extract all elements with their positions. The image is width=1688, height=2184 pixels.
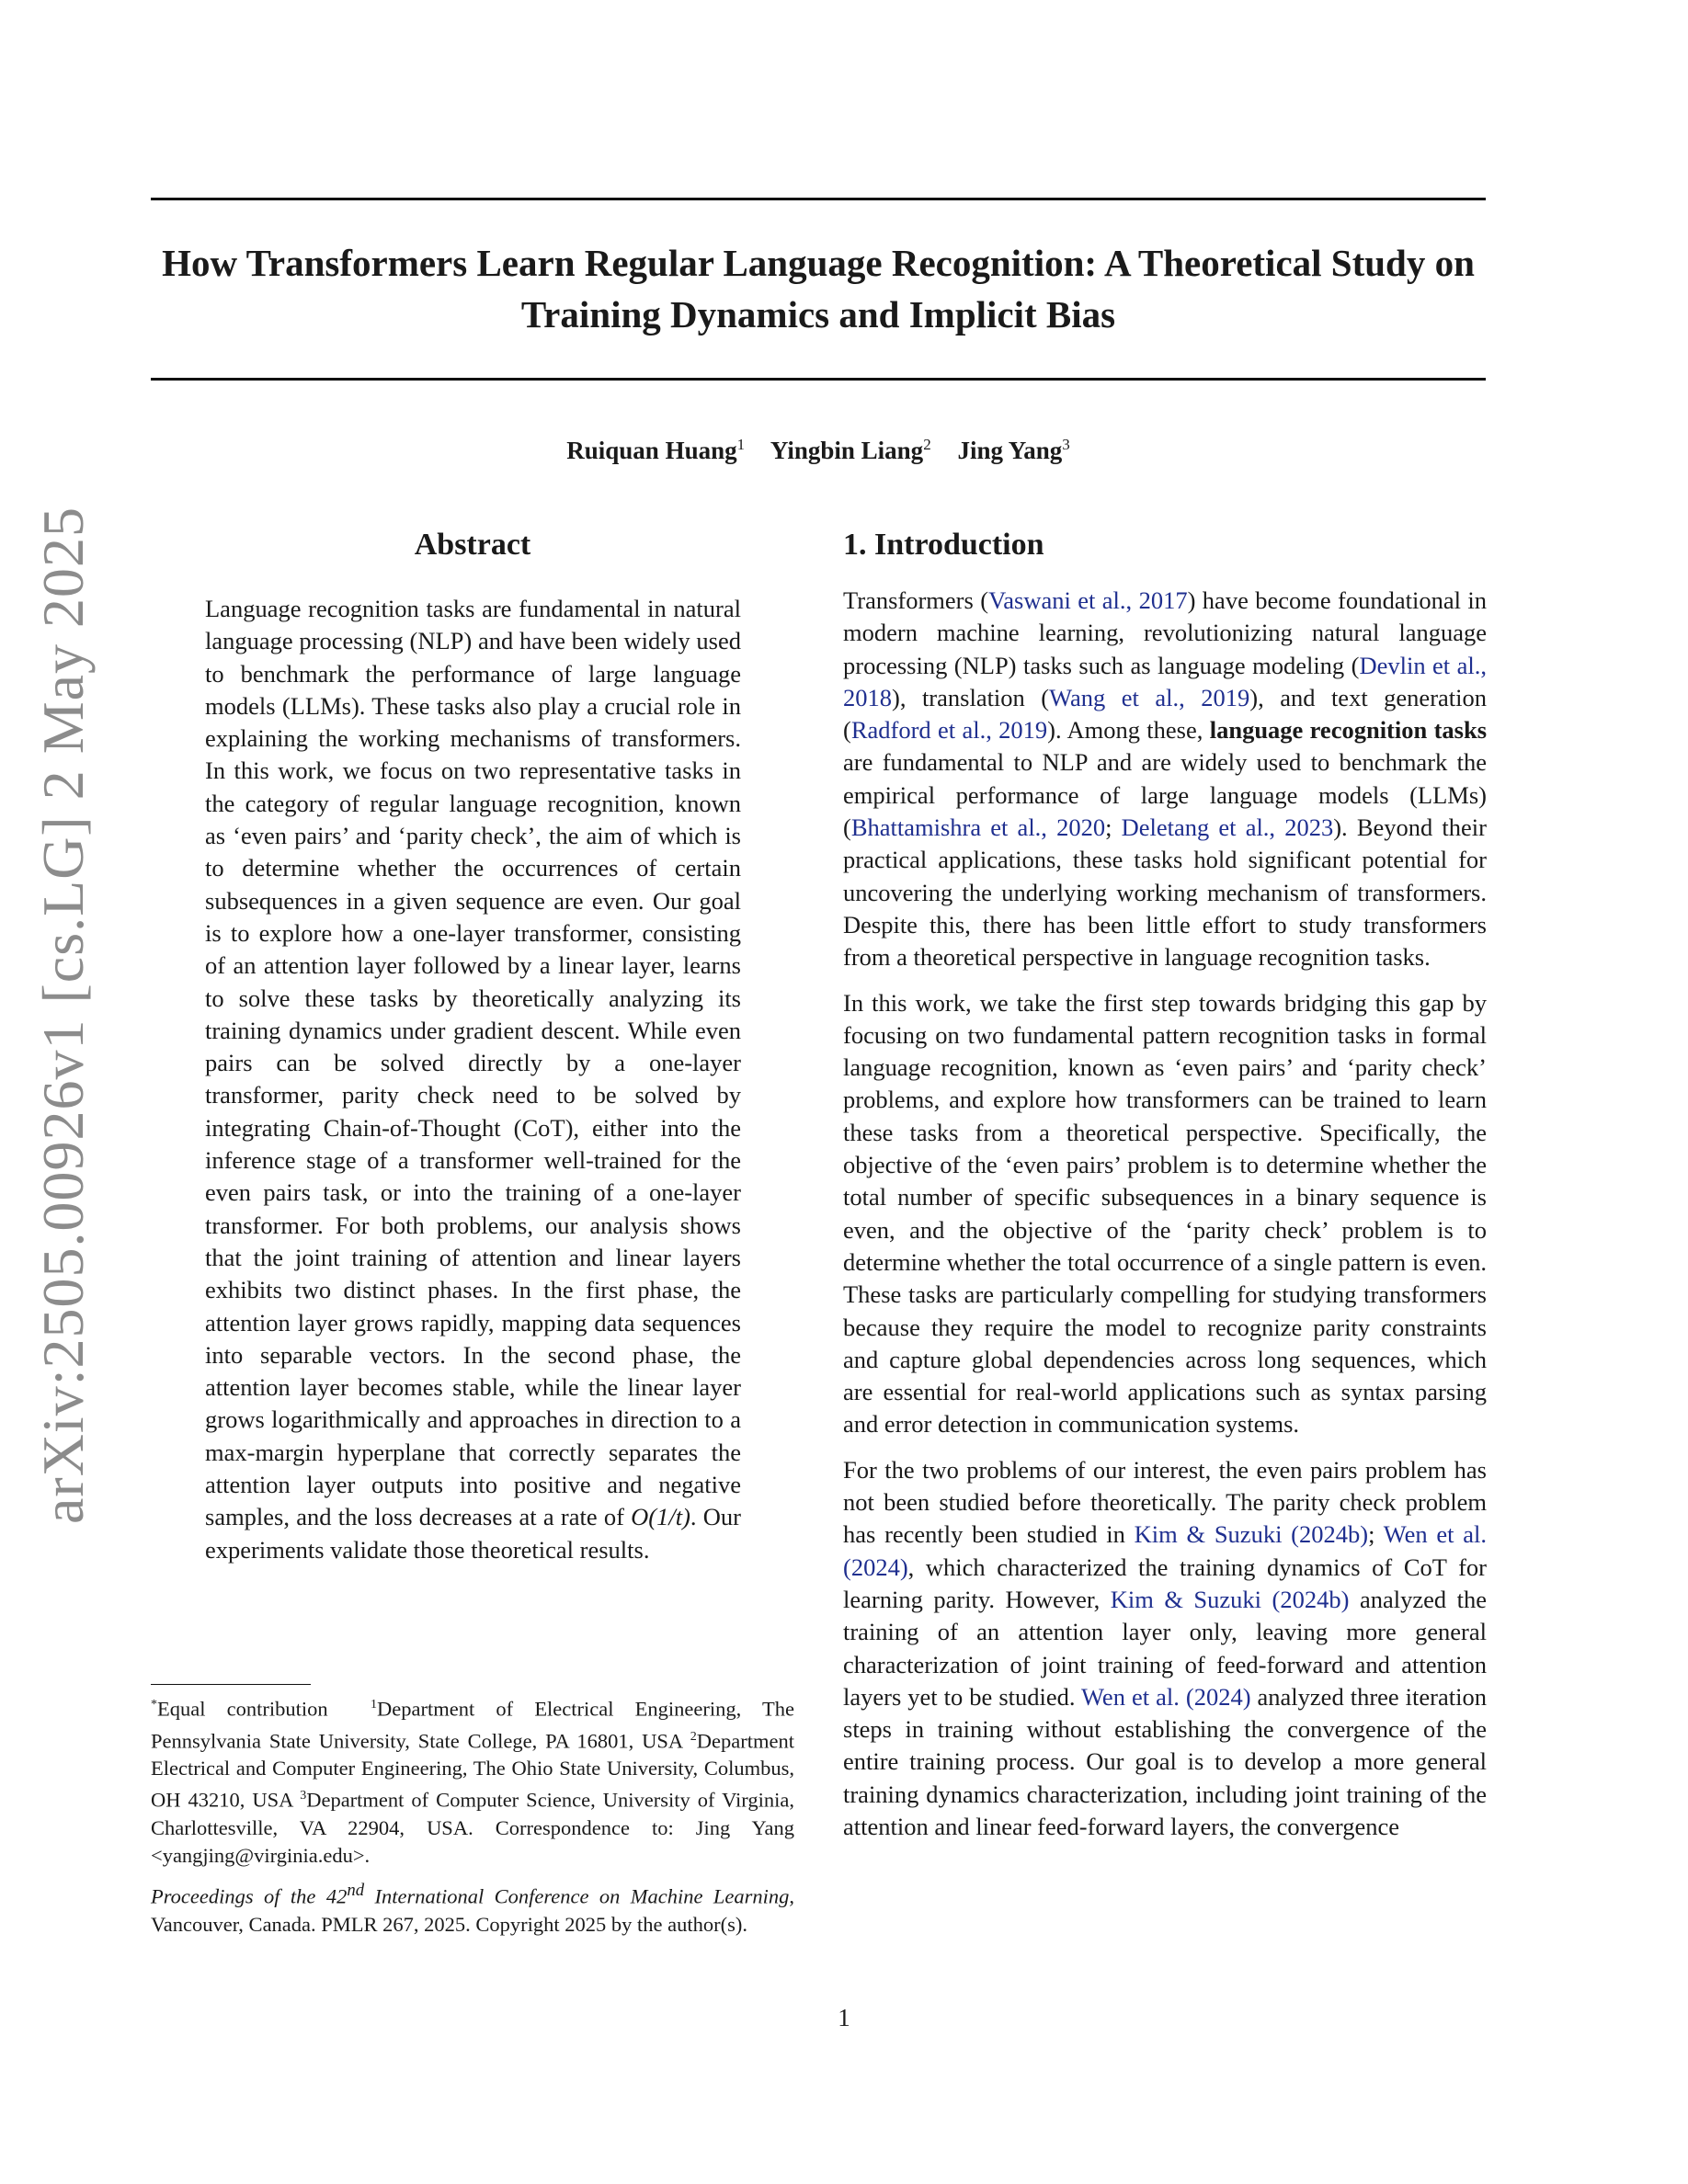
intro-paragraph-2: In this work, we take the first step towards bridging this gap by focusing on two fundamental pattern recognition tasks in formal language recognition, known as ‘even pairs’ and ‘parity check’ problems, and explore how transformers can be trained to learn these tasks from a theoretical perspective. Specifically, the objective of the ‘even pairs’ problem is to determine whether the total number of specific subsequences in a binary sequence is even, and the objective of the ‘parity check’ problem is to determine whether the total occurrence of a single pattern is even. These tasks are particularly compelling for studying transformers because they require the model to recognize parity constraints and capture global dependencies across long sequences, which are essential for real-world applications such as syntax parsing and error detection in communication systems. bbox=[843, 988, 1487, 1439]
intro-text: ; bbox=[1105, 813, 1122, 842]
footnote-mark: * bbox=[151, 1698, 157, 1712]
citation-link[interactable]: Kim & Suzuki (2024b) bbox=[1110, 1585, 1350, 1613]
proceedings-conference: International Conference on Machine Learning bbox=[364, 1884, 790, 1908]
title-rule-top bbox=[151, 198, 1486, 200]
citation-link[interactable]: Bhattamishra et al., 2020 bbox=[850, 813, 1106, 842]
footnote-mark: 1 bbox=[371, 1698, 378, 1712]
intro-text: ) have become foundational in modern machine learning, revolutionizing natural language processing (NLP) tasks such as language modeling ( bbox=[843, 586, 1487, 679]
intro-text: analyzed three iteration steps in training without establishing the convergence of the entire training process. Our goal is to develop a more general training dynamics characterization, including joint training of the attention and linear feed-forward layers, the convergence bbox=[843, 1682, 1487, 1840]
author-name: Ruiquan Huang bbox=[566, 437, 737, 464]
intro-text: ), translation ( bbox=[892, 683, 1050, 711]
intro-text: , which characterized the training dynamics of CoT for learning parity. However, bbox=[843, 1553, 1487, 1613]
intro-text: analyzed the training of an attention layer only, leaving more general characterization of joint training of feed-forward and attention layers yet to be studied. bbox=[843, 1585, 1487, 1711]
footnote-affiliation-1: Department of Electrical Engineering, The Pennsylvania State University, State College, PA 16801, USA bbox=[151, 1697, 795, 1752]
citation-link[interactable]: Vaswani et al., 2017 bbox=[988, 586, 1188, 614]
proceedings-prefix: Proceedings of the bbox=[151, 1884, 326, 1908]
intro-text: ), and text generation ( bbox=[843, 683, 1487, 745]
author-affiliation-mark: 1 bbox=[736, 436, 746, 453]
abstract-heading: Abstract bbox=[414, 528, 531, 562]
footnote-affiliation-2: Department Electrical and Computer Engineering, The Ohio State University, Columbus, OH 43210, USA bbox=[151, 1729, 794, 1812]
footnote-correspondence: Correspondence to: Jing Yang <yangjing@virginia.edu>. bbox=[151, 1815, 794, 1867]
footnote-affiliation-3: Department of Computer Science, University of Virginia, Charlottesville, VA 22904, USA. bbox=[151, 1788, 794, 1839]
footnote-equal-contribution: Equal contribution bbox=[157, 1697, 328, 1721]
section-heading-introduction: 1. Introduction bbox=[843, 528, 1044, 562]
intro-bold-term: language recognition tasks bbox=[1209, 716, 1488, 745]
footnote-mark: 3 bbox=[300, 1789, 307, 1803]
intro-paragraph-1 bbox=[843, 585, 1487, 974]
intro-text: ; bbox=[1368, 1520, 1384, 1549]
citation-link[interactable]: Wen et al. (2024) bbox=[843, 1520, 1487, 1581]
abstract-body bbox=[205, 593, 741, 1566]
intro-text: ). Beyond their practical applications, these tasks hold significant potential for uncovering the underlying working mechanism of transformers. Despite this, there has been little effort to study transformers from a theoretical perspective in language recognition tasks. bbox=[843, 813, 1487, 972]
footnotes bbox=[151, 1691, 794, 1870]
footnote-rule bbox=[151, 1684, 311, 1685]
abstract-text: Language recognition tasks are fundamental in natural language processing (NLP) and have been widely used to benchmark the performance of large language models (LLMs). These tasks also play a crucial role in explaining the working mechanisms of transformers. In this work, we focus on two representative tasks in the category of regular language recognition, known as ‘even pairs’ and ‘parity check’, the aim of which is to determine whether the occurrences of certain subsequences in a given sequence are even. Our goal is to explore how a one-layer transformer, consisting of an attention layer followed by a linear layer, learns to solve these tasks by theoretically analyzing its training dynamics under gradient descent. While even pairs can be solved directly by a one-layer transformer, parity check need to be solved by integrating Chain-of-Thought (CoT), either into the inference stage of a transformer well-trained for the even pairs task, or into the training of a one-layer transformer. For both problems, our analysis shows that the joint training of attention and linear layers exhibits two distinct phases. In the first phase, the attention layer grows rapidly, mapping data sequences into separable vectors. In the second phase, the attention layer becomes stable, while the linear layer grows logarithmically and approaches in direction to a max-margin hyperplane that correctly separates the attention layer outputs into positive and negative samples, and the loss decreases at a rate of bbox=[205, 595, 741, 1531]
title-rule-bottom bbox=[151, 378, 1486, 381]
abstract-text-end: . Our experiments validate those theoretical results. bbox=[205, 1503, 741, 1564]
paper-title: How Transformers Learn Regular Language Recognition: A Theoretical Study on Training Dynamics and Implicit Bias bbox=[162, 242, 1475, 336]
footnote-mark: 2 bbox=[690, 1729, 697, 1744]
author-affiliation-mark: 2 bbox=[923, 436, 931, 453]
intro-text: Transformers ( bbox=[843, 586, 989, 614]
intro-paragraph-3 bbox=[843, 1454, 1487, 1844]
arxiv-stamp: arXiv:2505.00926v1 [cs.LG] 2 May 2025 bbox=[30, 506, 96, 1524]
citation-link[interactable]: Radford et al., 2019 bbox=[850, 716, 1048, 745]
author-name: Yingbin Liang bbox=[770, 437, 924, 464]
citation-link[interactable]: Devlin et al., 2018 bbox=[843, 651, 1488, 711]
author-list bbox=[151, 436, 1486, 465]
intro-text: For the two problems of our interest, the even pairs problem has not been studied before theoretically. The parity check problem has recently been studied in bbox=[843, 1455, 1487, 1549]
proceedings-number: 42 bbox=[325, 1884, 348, 1908]
intro-text: are fundamental to NLP and are widely used to benchmark the empirical performance of large language models (LLMs) ( bbox=[843, 748, 1487, 842]
proceedings-ordinal: nd bbox=[347, 1881, 365, 1900]
citation-link[interactable]: Kim & Suzuki (2024b) bbox=[1134, 1520, 1369, 1549]
intro-text: ). Among these, bbox=[1047, 716, 1210, 745]
citation-link[interactable]: Wang et al., 2019 bbox=[1049, 683, 1250, 711]
author-affiliation-mark: 3 bbox=[1062, 436, 1070, 453]
proceedings-note bbox=[151, 1877, 794, 1939]
abstract-rate: O(1/t) bbox=[631, 1503, 690, 1531]
introduction-body bbox=[843, 585, 1487, 1856]
page-number: 1 bbox=[838, 2004, 850, 2031]
citation-link[interactable]: Wen et al. (2024) bbox=[1081, 1682, 1251, 1711]
author-name: Jing Yang bbox=[957, 437, 1063, 464]
proceedings-rest: , Vancouver, Canada. PMLR 267, 2025. Copyright 2025 by the author(s). bbox=[151, 1884, 795, 1936]
citation-link[interactable]: Deletang et al., 2023 bbox=[1121, 813, 1334, 842]
